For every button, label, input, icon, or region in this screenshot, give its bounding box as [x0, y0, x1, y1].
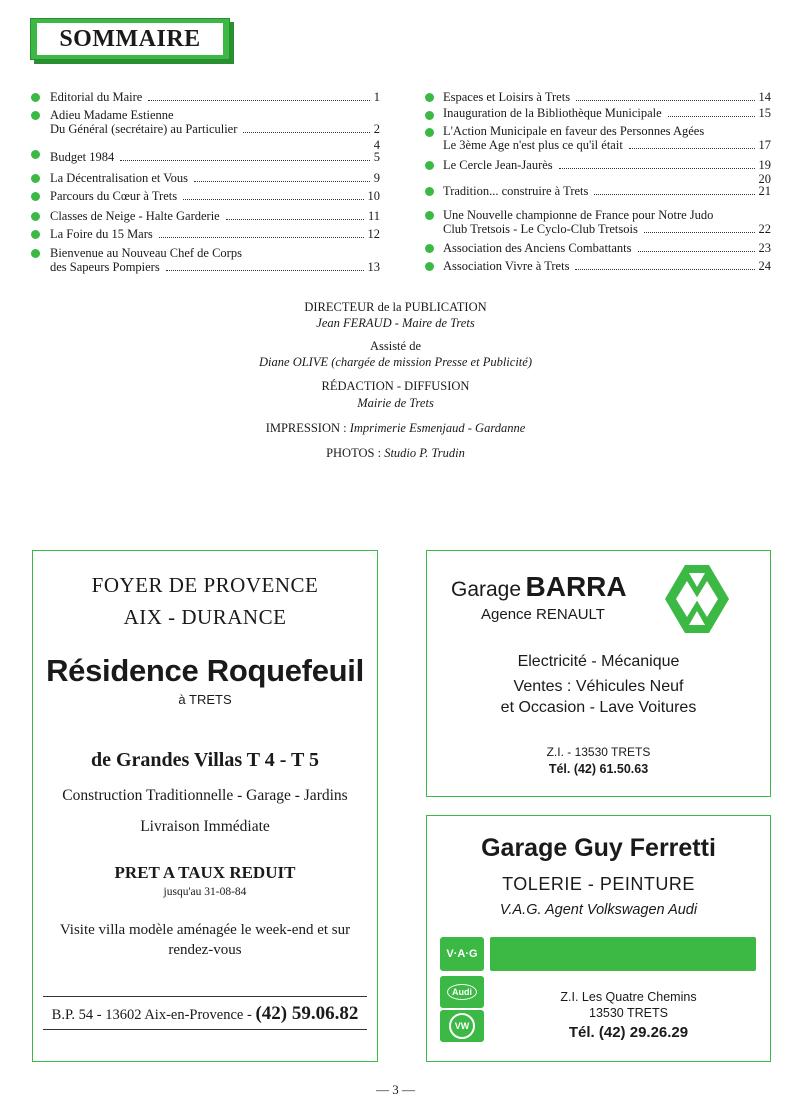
photos-name: Studio P. Trudin	[384, 446, 465, 460]
toc-title: Editorial du Maire	[50, 90, 143, 104]
leader-dots	[120, 160, 370, 161]
divider	[43, 996, 367, 997]
impression-label: IMPRESSION :	[265, 421, 347, 435]
toc-item[interactable]	[50, 140, 380, 164]
bullet-icon	[425, 161, 434, 170]
toc-item[interactable]	[50, 108, 380, 136]
toc-page: 2	[373, 122, 380, 136]
toc-item[interactable]	[443, 124, 771, 152]
ad-barra-garage: Garage	[451, 578, 522, 601]
leader-dots	[576, 100, 754, 101]
toc-page: 24	[758, 259, 771, 273]
leader-dots	[243, 132, 369, 133]
toc-title: Le 3ème Age n'est plus ce qu'il était	[443, 138, 623, 152]
leader-dots	[644, 232, 755, 233]
sommaire-banner	[30, 18, 230, 60]
toc-title: Inauguration de la Bibliothèque Municipale	[443, 106, 662, 120]
ad-foyer-line1: FOYER DE PROVENCE	[91, 573, 319, 597]
ad-foyer-livraison: Livraison Immédiate	[140, 818, 270, 835]
ad-garage-barra	[426, 550, 771, 797]
page-number: — 3 —	[376, 1082, 415, 1097]
leader-dots	[159, 237, 364, 238]
toc-page: 4	[373, 138, 380, 152]
toc-page: 11	[367, 209, 380, 223]
toc-title: Club Tretsois - Le Cyclo-Club Tretsois	[443, 222, 638, 236]
leader-dots	[575, 269, 754, 270]
ad-barra-heading	[451, 571, 627, 603]
toc-title: Association Vivre à Trets	[443, 259, 570, 273]
ad-barra-name: BARRA	[525, 571, 627, 602]
leader-dots	[194, 181, 370, 182]
ad-foyer-title: Résidence Roquefeuil	[46, 653, 364, 688]
leader-dots	[559, 168, 755, 169]
assiste-label: Assisté de	[369, 339, 422, 353]
impression-name: Imprimerie Esmenjaud - Gardanne	[349, 421, 526, 435]
toc-title: Tradition... construire à Trets	[443, 184, 589, 198]
audi-label: Audi	[447, 984, 477, 1000]
assiste-name: Diane OLIVE (chargée de mission Presse et Publicité)	[259, 355, 532, 369]
toc-page: 9	[373, 171, 380, 185]
directeur-name: Jean FERAUD - Maire de Trets	[316, 316, 475, 330]
ad-ferretti-name: Garage Guy Ferretti	[481, 834, 716, 862]
ad-foyer-construction: Construction Traditionnelle - Garage - Jardins	[62, 787, 348, 804]
toc-page: 23	[758, 241, 771, 255]
redaction-name: Mairie de Trets	[357, 396, 434, 410]
bullet-icon	[425, 211, 434, 220]
leader-dots	[183, 199, 363, 200]
bullet-icon	[31, 111, 40, 120]
bullet-icon	[31, 230, 40, 239]
toc-item[interactable]	[443, 90, 771, 104]
ad-foyer-contact	[33, 1003, 377, 1025]
redaction-label: RÉDACTION - DIFFUSION	[321, 379, 470, 393]
toc-page: 20	[758, 172, 771, 186]
green-band	[490, 937, 756, 971]
ad-ferretti-line2: V.A.G. Agent Volkswagen Audi	[499, 902, 698, 918]
toc-page: 15	[758, 106, 771, 120]
toc-item[interactable]	[50, 189, 380, 203]
ad-ferretti-line1: TOLERIE - PEINTURE	[502, 874, 695, 894]
bullet-icon	[31, 192, 40, 201]
leader-dots	[166, 270, 364, 271]
toc-item[interactable]	[443, 174, 771, 198]
bullet-icon	[425, 111, 434, 120]
toc-page: 14	[758, 90, 771, 104]
toc-title: Adieu Madame Estienne	[50, 108, 174, 122]
toc-title: Du Général (secrétaire) au Particulier	[50, 122, 238, 136]
bullet-icon	[425, 128, 434, 137]
vw-logo-icon	[440, 1010, 484, 1042]
toc-page: 5	[373, 150, 380, 164]
toc-title: Association des Anciens Combattants	[443, 241, 632, 255]
ad-foyer-address: B.P. 54 - 13602 Aix-en-Provence -	[51, 1007, 252, 1023]
ad-foyer-villas: de Grandes Villas T 4 - T 5	[90, 749, 320, 771]
bullet-icon	[425, 244, 434, 253]
ad-barra-address: Z.I. - 13530 TRETS	[546, 745, 651, 759]
leader-dots	[148, 100, 369, 101]
bullet-icon	[425, 262, 434, 271]
toc-title: La Décentralisation et Vous	[50, 171, 189, 185]
toc-page: 12	[367, 227, 380, 241]
toc-title: Budget 1984	[50, 150, 115, 164]
toc-item[interactable]	[443, 241, 771, 255]
toc-item[interactable]	[443, 259, 771, 273]
toc-title: Bienvenue au Nouveau Chef de Corps	[50, 246, 242, 260]
toc-title: Une Nouvelle championne de France pour Notre Judo	[443, 208, 714, 222]
toc-page: 19	[758, 158, 771, 172]
ad-foyer-pret-date: jusqu'au 31-08-84	[163, 886, 247, 898]
bullet-icon	[31, 212, 40, 221]
photos-label: PHOTOS :	[326, 446, 382, 460]
bullet-icon	[31, 93, 40, 102]
toc-title: La Foire du 15 Mars	[50, 227, 153, 241]
bullet-icon	[31, 174, 40, 183]
toc-item[interactable]	[443, 158, 771, 172]
ad-barra-line3: et Occasion - Lave Voitures	[500, 699, 697, 716]
ad-barra-phone: Tél. (42) 61.50.63	[548, 762, 649, 776]
toc-item[interactable]	[50, 227, 380, 241]
leader-dots	[629, 148, 755, 149]
ad-foyer-location: à TRETS	[178, 692, 232, 707]
bullet-icon	[31, 249, 40, 258]
leader-dots	[594, 194, 754, 195]
toc-item[interactable]	[50, 209, 380, 223]
ad-foyer-visite: Visite villa modèle aménagée le week-end et sur	[59, 922, 351, 938]
ad-barra-line2: Ventes : Véhicules Neuf	[513, 678, 684, 695]
toc-page: 17	[758, 138, 771, 152]
divider	[43, 1029, 367, 1030]
toc-page: 21	[758, 184, 771, 198]
ad-ferretti-phone: Tél. (42) 29.26.29	[568, 1024, 689, 1041]
toc-title: des Sapeurs Pompiers	[50, 260, 160, 274]
toc-item[interactable]	[443, 106, 771, 120]
toc-item[interactable]	[443, 208, 771, 236]
renault-logo-icon	[665, 565, 729, 633]
page-title: SOMMAIRE	[37, 23, 223, 55]
toc-title: Parcours du Cœur à Trets	[50, 189, 178, 203]
ad-ferretti-address1: Z.I. Les Quatre Chemins	[560, 990, 697, 1004]
toc-page: 13	[367, 260, 380, 274]
vw-label: VW	[449, 1013, 475, 1039]
ad-garage-ferretti	[426, 815, 771, 1062]
toc-item[interactable]	[50, 246, 380, 274]
toc-title: Classes de Neige - Halte Garderie	[50, 209, 220, 223]
toc-title: Le Cercle Jean-Jaurès	[443, 158, 553, 172]
audi-logo-icon	[440, 976, 484, 1008]
vag-logo-icon: V·A·G	[440, 937, 484, 971]
directeur-label: DIRECTEUR de la PUBLICATION	[304, 300, 487, 314]
ad-foyer-de-provence	[32, 550, 378, 1062]
ad-ferretti-address2: 13530 TRETS	[589, 1006, 668, 1020]
bullet-icon	[425, 187, 434, 196]
ad-foyer-line2: AIX - DURANCE	[123, 605, 287, 629]
leader-dots	[226, 219, 364, 220]
toc-page: 1	[373, 90, 380, 104]
bullet-icon	[425, 93, 434, 102]
bullet-icon	[31, 150, 40, 159]
ad-barra-agence: Agence RENAULT	[481, 606, 605, 623]
toc-item[interactable]	[50, 90, 380, 104]
toc-page: 10	[367, 189, 380, 203]
ad-foyer-pret: PRET A TAUX REDUIT	[114, 863, 296, 882]
ad-foyer-visite2: rendez-vous	[168, 942, 242, 958]
toc-title: Espaces et Loisirs à Trets	[443, 90, 571, 104]
toc-page: 22	[758, 222, 771, 236]
ad-foyer-phone: (42) 59.06.82	[255, 1003, 359, 1024]
toc-item[interactable]	[50, 171, 380, 185]
toc-title: L'Action Municipale en faveur des Personnes Agées	[443, 124, 705, 138]
ad-barra-line1: Electricité - Mécanique	[517, 653, 680, 670]
leader-dots	[638, 251, 755, 252]
leader-dots	[668, 116, 755, 117]
